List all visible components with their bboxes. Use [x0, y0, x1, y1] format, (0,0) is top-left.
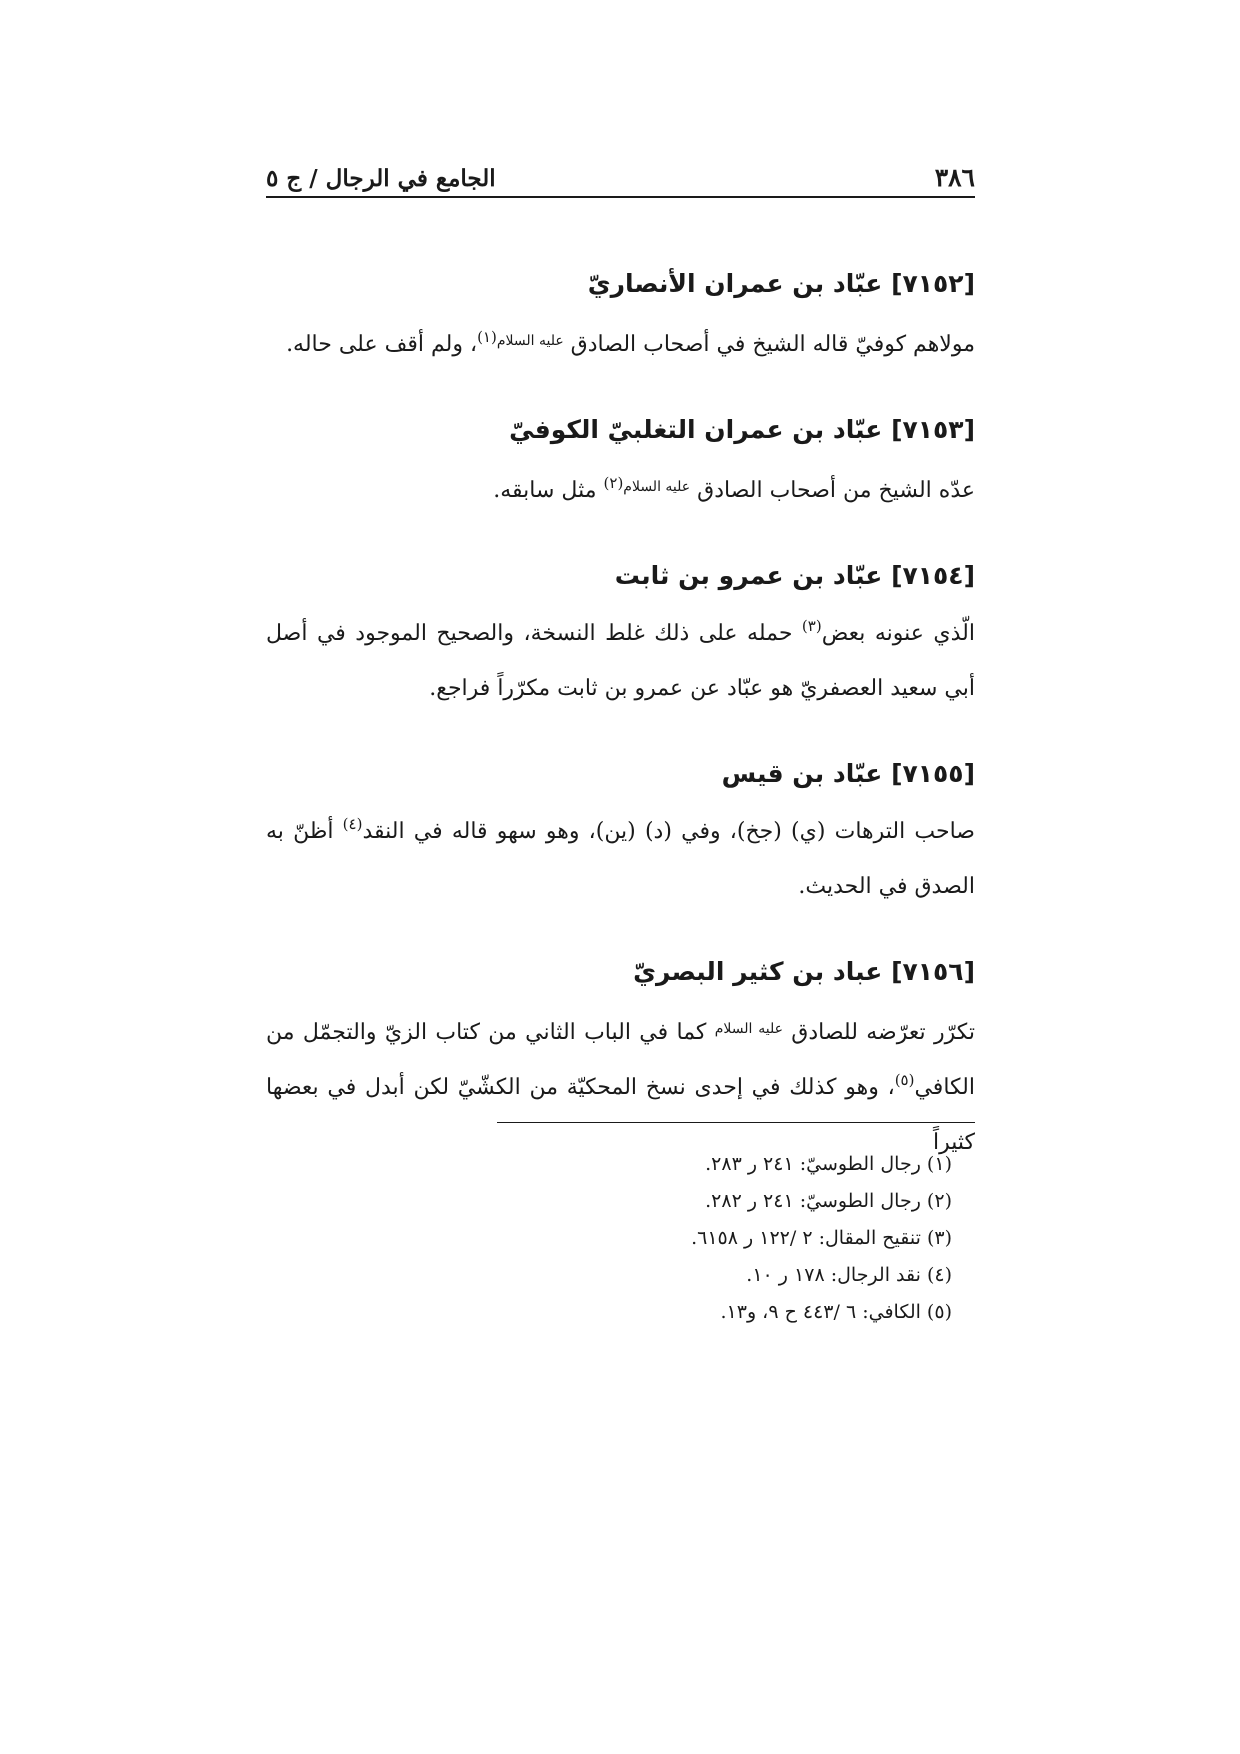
footnote-ref[interactable]: (٢) [603, 474, 624, 492]
footnote-item: (٢) رجال الطوسيّ: ٢٤١ ر ٢٨٢. [705, 1190, 952, 1212]
entry-body: صاحب الترهات (ي) (جخ)، وفي (د) (ين)، وهو سهو قاله في النقد$^{(٤)}$ أظنّ به الصدق في الحديث. [266, 815, 975, 899]
footnote-item: (٣) تنقيح المقال: ٢ /١٢٢ ر ٦١٥٨. [691, 1227, 952, 1249]
entry-heading: [٧١٥٢] عبّاد بن عمران الأنصاريّ [587, 269, 975, 298]
footnotes-list [691, 1146, 952, 1331]
entry-7155 [266, 752, 975, 914]
footnote-ref[interactable]: (٥) [894, 1071, 915, 1089]
footnote-divider [497, 1122, 975, 1123]
entry-body: الّذي عنونه بعض$^{(٣)}$ حمله على ذلك غلط النسخة، والصحيح الموجود في أصل أبي سعيد العصفريّ هو عبّاد عن عمرو بن ثابت مكرّراً فراجع. [266, 617, 975, 701]
page-header [266, 152, 975, 192]
main-content [266, 262, 975, 1206]
entry-7152 [266, 262, 975, 372]
entry-body: مولاهم كوفيّ قاله الشيخ في أصحاب الصادق $^{عليه السلام(١)}$، ولم أقف على حاله. [286, 328, 975, 357]
running-title: الجامع في الرجال / ج ٥ [266, 165, 496, 192]
entry-body: تكرّر تعرّضه للصادق $^{عليه السلام}$ كما في الباب الثاني من كتاب الزيّ والتجمّل من الكافي$^{(٥)}$، وهو كذلك في إحدى نسخ المحكيّة من الكشّيّ لكن أبدل في بعضها كثيراً [266, 1020, 975, 1155]
footnote-item: (٥) الكافي: ٦ /٤٤٣ ح ٩، و١٣. [720, 1301, 952, 1323]
entry-body: عدّه الشيخ من أصحاب الصادق $^{عليه السلام(٢)}$ مثل سابقه. [493, 474, 975, 503]
footnote-ref[interactable]: (٣) [801, 617, 822, 635]
entry-heading: [٧١٥٥] عبّاد بن قيس [721, 759, 975, 788]
footnote-ref[interactable]: (١) [477, 328, 497, 346]
entry-heading: [٧١٥٤] عبّاد بن عمرو بن ثابت [614, 561, 975, 590]
entry-heading: [٧١٥٦] عباد بن كثير البصريّ [633, 957, 975, 986]
footnote-item: (٤) نقد الرجال: ١٧٨ ر ١٠. [746, 1264, 952, 1286]
footnote-item: (١) رجال الطوسيّ: ٢٤١ ر ٢٨٣. [705, 1153, 952, 1175]
honorific-mark: عليه السلام [623, 479, 691, 495]
header-divider [266, 196, 975, 198]
entry-7153 [266, 408, 975, 518]
page-number: ٣٨٦ [934, 163, 975, 192]
entry-heading: [٧١٥٣] عبّاد بن عمران التغلبيّ الكوفيّ [509, 415, 975, 444]
entry-7154 [266, 554, 975, 716]
entry-7156 [266, 950, 975, 1170]
honorific-mark: عليه السلام [714, 1021, 783, 1037]
honorific-mark: عليه السلام [496, 333, 564, 349]
footnote-ref[interactable]: (٤) [342, 815, 363, 833]
